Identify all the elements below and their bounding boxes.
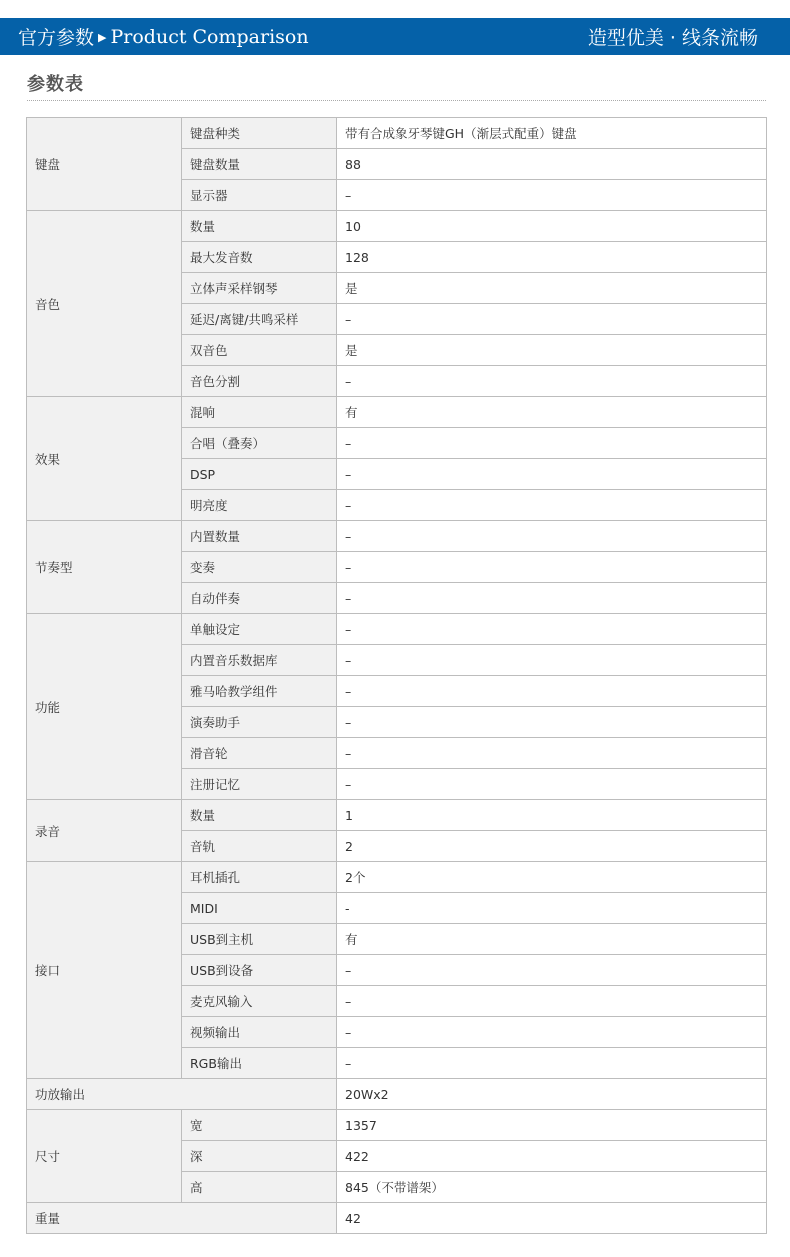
spec-name: 注册记忆 [182, 769, 337, 800]
spec-name: USB到设备 [182, 955, 337, 986]
spec-name: 数量 [182, 800, 337, 831]
spec-category: 节奏型 [27, 521, 182, 614]
spec-value: 有 [337, 924, 767, 955]
table-row [27, 211, 767, 242]
spec-name: 雅马哈教学组件 [182, 676, 337, 707]
spec-name: 数量 [182, 211, 337, 242]
spec-value: – [337, 490, 767, 521]
spec-category: 录音 [27, 800, 182, 862]
spec-value: – [337, 676, 767, 707]
spec-value: – [337, 645, 767, 676]
spec-name: 明亮度 [182, 490, 337, 521]
spec-name: 混响 [182, 397, 337, 428]
dotted-divider [27, 100, 766, 101]
header-title [18, 23, 309, 50]
spec-value: – [337, 955, 767, 986]
spec-value: 20Wx2 [337, 1079, 767, 1110]
spec-name: 深 [182, 1141, 337, 1172]
spec-value: 128 [337, 242, 767, 273]
spec-name: 键盘数量 [182, 149, 337, 180]
spec-value: 845（不带谱架） [337, 1172, 767, 1203]
spec-value: 88 [337, 149, 767, 180]
spec-name: 自动伴奏 [182, 583, 337, 614]
spec-name: 延迟/离键/共鸣采样 [182, 304, 337, 335]
section-title: 参数表 [27, 74, 84, 95]
play-arrow-icon: ▶ [98, 31, 107, 44]
spec-value: – [337, 583, 767, 614]
spec-value: – [337, 366, 767, 397]
spec-category: 键盘 [27, 118, 182, 211]
spec-value: – [337, 552, 767, 583]
table-row [27, 1110, 767, 1141]
spec-value: – [337, 459, 767, 490]
header-title-en: Product Comparison [110, 25, 309, 48]
spec-name: 键盘种类 [182, 118, 337, 149]
spec-name: 滑音轮 [182, 738, 337, 769]
spec-name: 内置数量 [182, 521, 337, 552]
spec-value: 422 [337, 1141, 767, 1172]
spec-name: RGB输出 [182, 1048, 337, 1079]
spec-value: – [337, 1048, 767, 1079]
table-row [27, 614, 767, 645]
spec-value: 10 [337, 211, 767, 242]
spec-name: 立体声采样钢琴 [182, 273, 337, 304]
spec-category: 功能 [27, 614, 182, 800]
spec-name: 内置音乐数据库 [182, 645, 337, 676]
spec-name: 最大发音数 [182, 242, 337, 273]
spec-name: DSP [182, 459, 337, 490]
spec-name: 显示器 [182, 180, 337, 211]
table-row [27, 1203, 767, 1234]
spec-value: – [337, 986, 767, 1017]
spec-name: 双音色 [182, 335, 337, 366]
spec-value: 2个 [337, 862, 767, 893]
spec-value: 42 [337, 1203, 767, 1234]
spec-value: – [337, 521, 767, 552]
spec-value: 1357 [337, 1110, 767, 1141]
spec-category: 音色 [27, 211, 182, 397]
spec-table [26, 117, 767, 1234]
spec-value: 有 [337, 397, 767, 428]
header-slogan: 造型优美 · 线条流畅 [587, 27, 758, 49]
spec-value: – [337, 428, 767, 459]
spec-name: 音色分割 [182, 366, 337, 397]
spec-name: 高 [182, 1172, 337, 1203]
spec-value: 2 [337, 831, 767, 862]
spec-value: – [337, 304, 767, 335]
spec-value: – [337, 1017, 767, 1048]
spec-name: MIDI [182, 893, 337, 924]
spec-name: 演奏助手 [182, 707, 337, 738]
spec-name: 视频输出 [182, 1017, 337, 1048]
header-banner [0, 18, 790, 55]
spec-value: 1 [337, 800, 767, 831]
spec-category: 效果 [27, 397, 182, 521]
table-row [27, 862, 767, 893]
spec-category: 接口 [27, 862, 182, 1079]
table-row [27, 521, 767, 552]
spec-value: – [337, 769, 767, 800]
spec-value: – [337, 738, 767, 769]
spec-name: USB到主机 [182, 924, 337, 955]
spec-name: 单触设定 [182, 614, 337, 645]
spec-category: 尺寸 [27, 1110, 182, 1203]
spec-category: 功放输出 [27, 1079, 337, 1110]
spec-value: – [337, 707, 767, 738]
spec-name: 音轨 [182, 831, 337, 862]
spec-name: 麦克风输入 [182, 986, 337, 1017]
table-row [27, 1079, 767, 1110]
spec-name: 宽 [182, 1110, 337, 1141]
table-row [27, 397, 767, 428]
header-title-cn: 官方参数 [18, 27, 95, 49]
spec-value: 是 [337, 273, 767, 304]
spec-name: 变奏 [182, 552, 337, 583]
spec-category: 重量 [27, 1203, 337, 1234]
spec-value: – [337, 614, 767, 645]
table-row [27, 118, 767, 149]
spec-value: 是 [337, 335, 767, 366]
spec-value: – [337, 180, 767, 211]
spec-value: - [337, 893, 767, 924]
spec-name: 合唱（叠奏） [182, 428, 337, 459]
spec-name: 耳机插孔 [182, 862, 337, 893]
spec-value: 带有合成象牙琴键GH（渐层式配重）键盘 [337, 118, 767, 149]
table-row [27, 800, 767, 831]
